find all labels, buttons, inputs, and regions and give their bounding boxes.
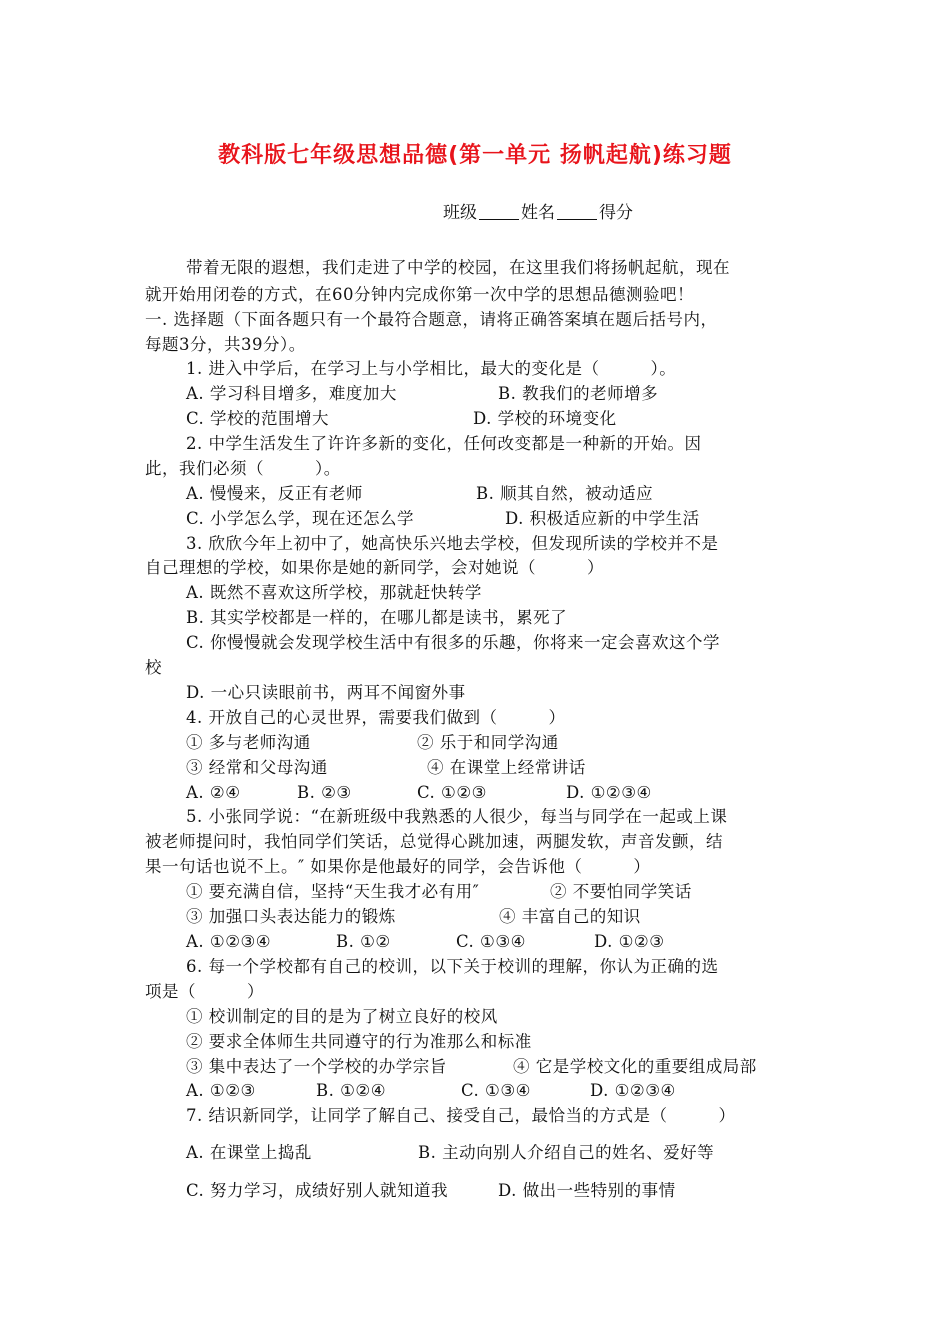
option-c[interactable]: C. 小学怎么学，现在还怎么学 <box>186 509 415 528</box>
option-a[interactable]: A. ②④ <box>186 783 241 802</box>
option-a[interactable]: A. 学习科目增多，难度加大 <box>186 384 397 403</box>
question-stem: 自己理想的学校，如果你是她的新同学，会对她说（ ） <box>145 558 604 577</box>
question-stem: 2. 中学生活发生了许许多新的变化，任何改变都是一种新的开始。因 <box>186 434 702 453</box>
statement-1: ① 要充满自信，坚持“天生我才必有用″ <box>186 882 480 901</box>
option-d[interactable]: D. 做出一些特别的事情 <box>498 1181 676 1200</box>
statement-1: ① 校训制定的目的是为了树立良好的校风 <box>186 1007 498 1026</box>
option-row <box>186 782 652 804</box>
statement-row <box>186 732 559 754</box>
statement-2: ② 要求全体师生共同遵守的行为准那么和标准 <box>186 1032 532 1051</box>
statement-3: ③ 集中表达了一个学校的办学宗旨 <box>186 1057 447 1076</box>
option-b[interactable]: B. 其实学校都是一样的，在哪儿都是读书，累死了 <box>186 608 568 627</box>
statement-row <box>186 881 692 903</box>
class-blank[interactable] <box>479 203 519 220</box>
option-d[interactable]: D. 积极适应新的中学生活 <box>505 509 700 528</box>
option-c[interactable]: C. ①②③ <box>417 783 487 802</box>
page-title: 教科版七年级思想品德(第一单元 扬帆起航)练习题 <box>218 143 732 168</box>
option-c-continued: 校 <box>145 658 162 677</box>
option-row <box>186 483 654 505</box>
statement-row <box>186 1056 757 1078</box>
question-stem: 项是（ ） <box>145 982 264 1001</box>
question-stem: 1. 进入中学后，在学习上与小学相比，最大的变化是（ ）。 <box>186 359 677 378</box>
section-heading: 每题3分，共39分）。 <box>145 335 306 354</box>
option-d[interactable]: D. ①②③④ <box>590 1081 676 1100</box>
option-c[interactable]: C. 你慢慢就会发现学校生活中有很多的乐趣，你将来一定会喜欢这个学 <box>186 633 721 652</box>
intro-line: 带着无限的遐想，我们走进了中学的校园，在这里我们将扬帆起航，现在 <box>186 258 730 277</box>
question-stem: 5. 小张同学说：“在新班级中我熟悉的人很少，每当与同学在一起或上课 <box>186 807 728 826</box>
option-a[interactable]: A. ①②③④ <box>186 932 272 951</box>
score-label: 得分 <box>599 203 633 223</box>
statement-4: ④ 在课堂上经常讲话 <box>427 758 586 777</box>
statement-3: ③ 经常和父母沟通 <box>186 758 328 777</box>
statement-1: ① 多与老师沟通 <box>186 733 311 752</box>
option-b[interactable]: B. ①②④ <box>316 1081 386 1100</box>
option-b[interactable]: B. 顺其自然，被动适应 <box>476 484 654 503</box>
option-d[interactable]: D. ①②③ <box>594 932 665 951</box>
option-b[interactable]: B. 主动向别人介绍自己的姓名、爱好等 <box>418 1143 715 1162</box>
name-label: 姓名 <box>521 203 555 223</box>
statement-row <box>186 757 586 779</box>
option-row <box>186 1080 676 1102</box>
option-b[interactable]: B. 教我们的老师增多 <box>498 384 659 403</box>
statement-2: ② 乐于和同学沟通 <box>417 733 559 752</box>
option-c[interactable]: C. 学校的范围增大 <box>186 409 330 428</box>
question-stem: 7. 结识新同学，让同学了解自己、接受自己，最恰当的方式是（ ） <box>186 1106 736 1125</box>
statement-3: ③ 加强口头表达能力的锻炼 <box>186 907 396 926</box>
statement-2: ② 不要怕同学笑话 <box>550 882 692 901</box>
option-row <box>186 931 665 953</box>
option-d[interactable]: D. 一心只读眼前书，两耳不闻窗外事 <box>186 683 466 702</box>
option-b[interactable]: B. ②③ <box>297 783 352 802</box>
option-a[interactable]: A. 慢慢来，反正有老师 <box>186 484 363 503</box>
option-c[interactable]: C. 努力学习，成绩好别人就知道我 <box>186 1181 449 1200</box>
statement-row <box>186 906 641 928</box>
intro-line: 就开始用闭卷的方式，在60分钟内完成你第一次中学的思想品德测验吧！ <box>145 285 694 304</box>
option-d[interactable]: D. ①②③④ <box>566 783 652 802</box>
student-info-line <box>443 198 633 223</box>
option-row <box>186 1180 676 1202</box>
option-a[interactable]: A. ①②③ <box>186 1081 256 1100</box>
option-row <box>186 1142 715 1164</box>
question-stem: 此，我们必须（ ）。 <box>145 459 341 478</box>
question-stem: 4. 开放自己的心灵世界，需要我们做到（ ） <box>186 708 566 727</box>
question-stem: 被老师提问时，我怕同学们笑话，总觉得心跳加速，两腿发软，声音发颤，结 <box>145 832 723 851</box>
option-a[interactable]: A. 在课堂上捣乱 <box>186 1143 312 1162</box>
question-stem: 3. 欣欣今年上初中了，她高快乐兴地去学校，但发现所读的学校并不是 <box>186 534 719 553</box>
option-d[interactable]: D. 学校的环境变化 <box>473 409 617 428</box>
option-row <box>186 383 659 405</box>
section-heading: 一. 选择题（下面各题只有一个最符合题意，请将正确答案填在题后括号内， <box>145 310 718 329</box>
statement-4: ④ 丰富自己的知识 <box>499 907 641 926</box>
option-c[interactable]: C. ①③④ <box>456 932 526 951</box>
option-row <box>186 408 617 430</box>
option-b[interactable]: B. ①② <box>336 932 391 951</box>
name-blank[interactable] <box>557 203 597 220</box>
question-stem: 果一句话也说不上。″ 如果你是他最好的同学，会告诉他（ ） <box>145 857 651 876</box>
class-label: 班级 <box>443 203 477 223</box>
option-row <box>186 508 700 530</box>
option-c[interactable]: C. ①③④ <box>461 1081 531 1100</box>
question-stem: 6. 每一个学校都有自己的校训，以下关于校训的理解，你认为正确的选 <box>186 957 719 976</box>
statement-4: ④ 它是学校文化的重要组成局部 <box>513 1057 757 1076</box>
option-a[interactable]: A. 既然不喜欢这所学校，那就赶快转学 <box>186 583 482 602</box>
